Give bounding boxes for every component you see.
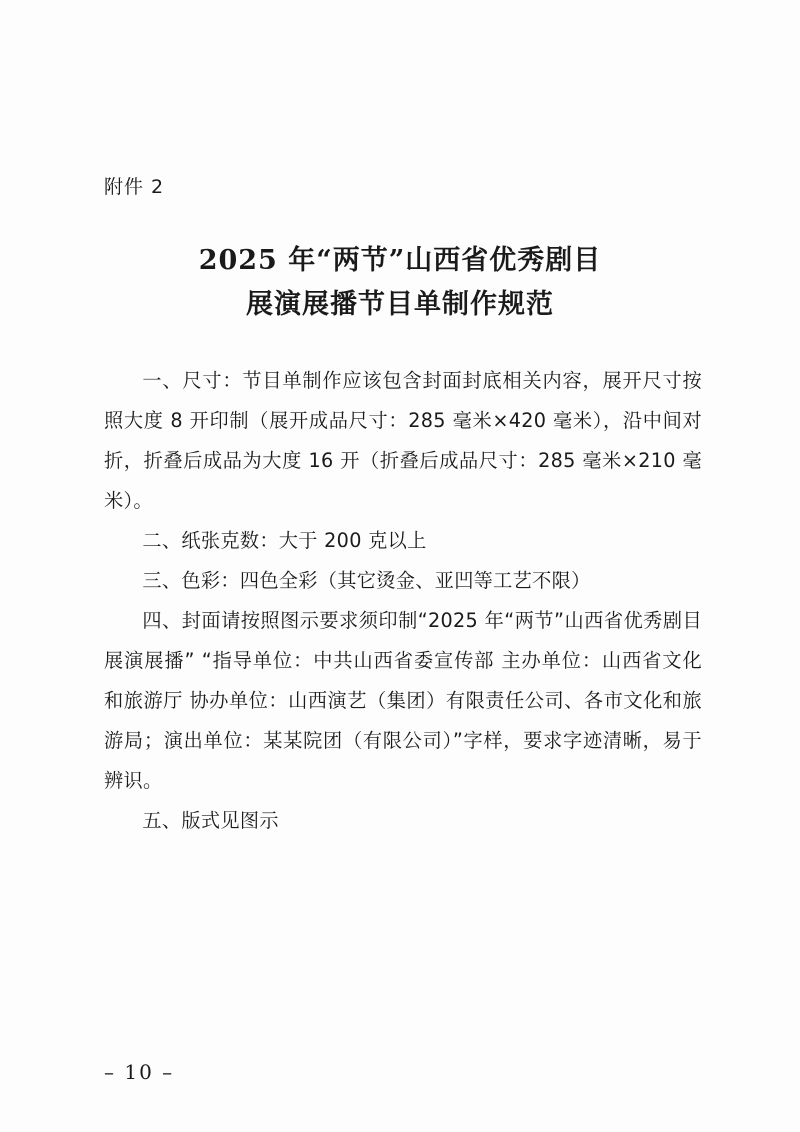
paragraph-paper-weight: 二、纸张克数：大于 200 克以上 bbox=[142, 529, 427, 552]
paragraph-cover-requirements: 四、封面请按照图示要求须印制“2025 年“两节”山西省优秀剧目展演展播” “指导单位：中共山西省委宣传部 主办单位：山西省文化和旅游厅 协办单位：山西演艺（集团）有限责任公司、各市文化和旅游局；演出单位：某某院团（有限公司）”字样，要求字迹清晰，易于辨识。 bbox=[104, 609, 702, 792]
paragraph-layout: 五、版式见图示 bbox=[142, 809, 279, 832]
paragraph-color: 三、色彩：四色全彩（其它烫金、亚凹等工艺不限） bbox=[142, 569, 591, 592]
document-body bbox=[104, 361, 702, 841]
document-title-line-1: 2025 年“两节”山西省优秀剧目 bbox=[198, 245, 602, 276]
page-number: – 10 – bbox=[104, 1060, 175, 1084]
attachment-label: 附件 2 bbox=[104, 176, 165, 198]
document-title-line-2: 展演展播节目单制作规范 bbox=[246, 289, 554, 320]
paragraph-size: 一、尺寸：节目单制作应该包含封面封底相关内容，展开尺寸按照大度 8 开印制（展开成品尺寸：285 毫米×420 毫米），沿中间对折，折叠后成品为大度 16 开（折叠后成品尺寸：285 毫米×210 毫米）。 bbox=[104, 369, 702, 512]
